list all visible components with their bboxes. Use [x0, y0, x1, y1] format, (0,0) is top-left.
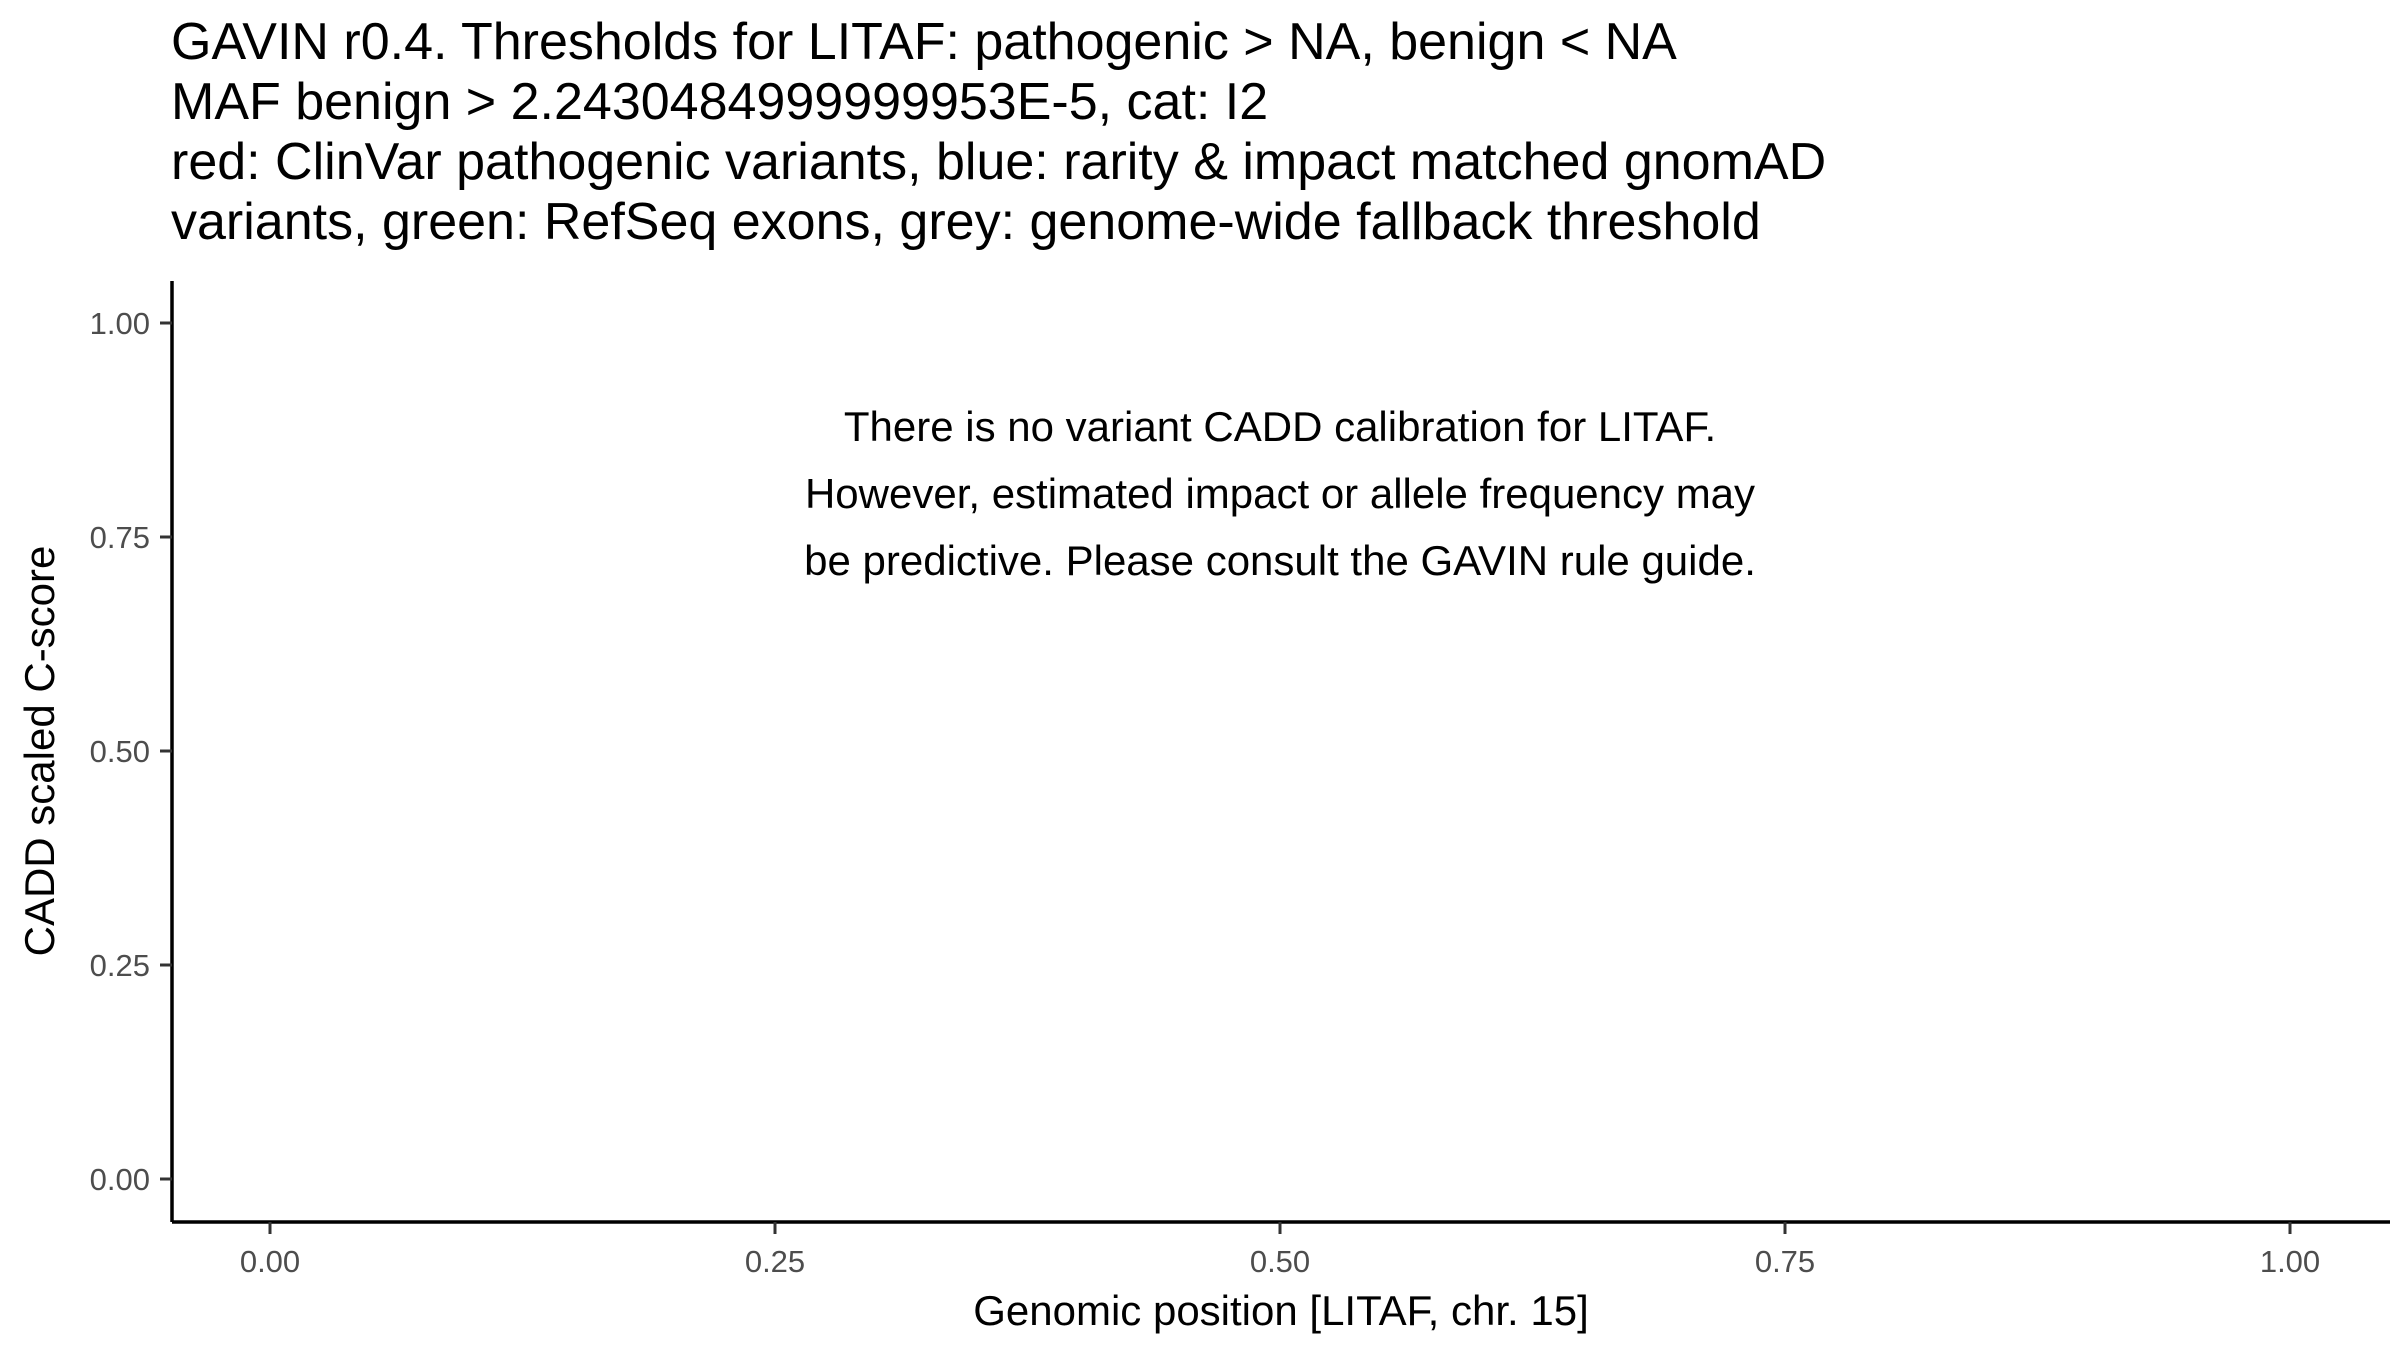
- chart-title-line-2: MAF benign > 2.2430484999999953E-5, cat: I2: [171, 73, 1269, 131]
- x-ticks: [240, 1222, 2320, 1279]
- x-tick-label: 0.25: [744, 1244, 806, 1279]
- annotation-line: However, estimated impact or allele frequency may: [804, 470, 1756, 518]
- chart-title-line-3: red: ClinVar pathogenic variants, blue: rarity & impact matched gnomAD: [171, 133, 1827, 191]
- annotation-line: There is no variant CADD calibration for LITAF.: [843, 403, 1717, 451]
- x-tick-label: 0.00: [239, 1244, 301, 1279]
- x-axis-title: Genomic position [LITAF, chr. 15]: [973, 1287, 1589, 1334]
- y-tick-label: 1.00: [89, 306, 150, 341]
- y-tick-label: 0.50: [89, 734, 150, 769]
- no-calibration-annotation: [804, 403, 1756, 584]
- annotation-line: be predictive. Please consult the GAVIN rule guide.: [804, 537, 1756, 585]
- x-tick-label: 0.50: [1249, 1244, 1311, 1279]
- chart-title-line-4: variants, green: RefSeq exons, grey: genome-wide fallback threshold: [171, 193, 1761, 251]
- x-tick-label: 1.00: [2259, 1244, 2321, 1279]
- x-tick-label: 0.75: [1754, 1244, 1816, 1279]
- y-tick-label: 0.25: [89, 948, 150, 983]
- chart-title-line-1: GAVIN r0.4. Thresholds for LITAF: pathogenic > NA, benign < NA: [171, 13, 1677, 71]
- y-ticks: [90, 306, 172, 1197]
- y-tick-label: 0.00: [89, 1162, 150, 1197]
- y-axis-title: CADD scaled C-score: [16, 545, 63, 957]
- y-tick-label: 0.75: [89, 520, 150, 555]
